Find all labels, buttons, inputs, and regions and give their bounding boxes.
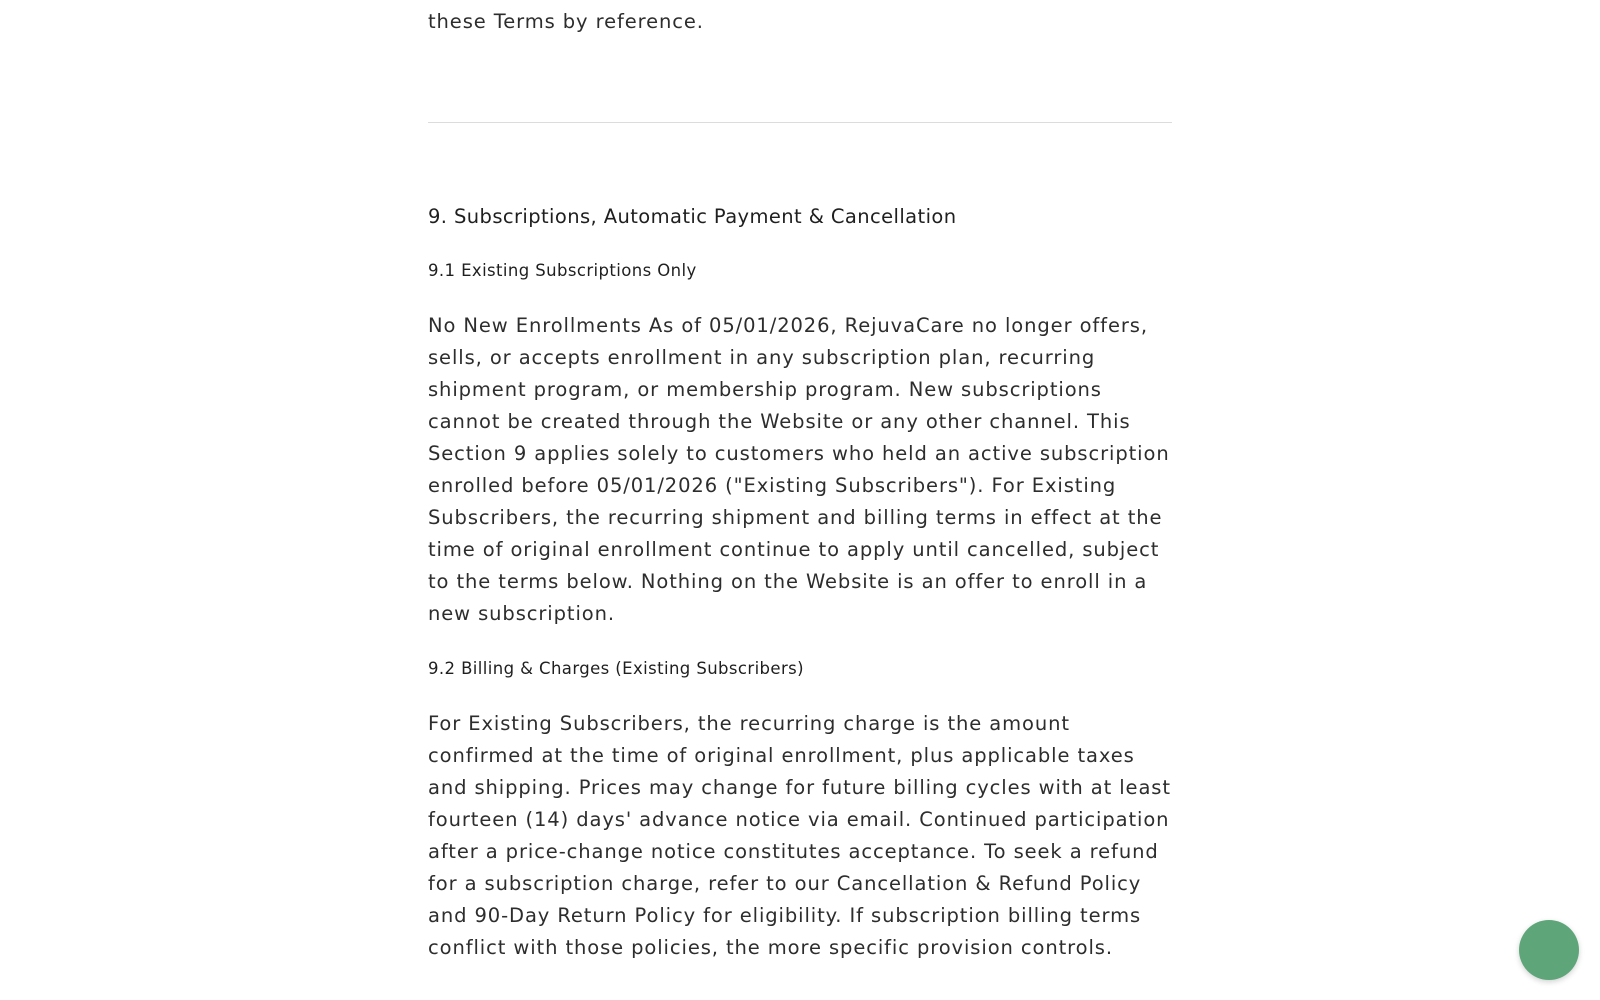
previous-section-tail: these Terms by reference. <box>428 10 704 33</box>
subsection-9-2-heading: 9.2 Billing & Charges (Existing Subscribers) <box>428 659 804 678</box>
subsection-9-1-heading: 9.1 Existing Subscriptions Only <box>428 261 697 280</box>
subsection-9-2-body: For Existing Subscribers, the recurring charge is the amount confirmed at the time of original enrollment, plus applicable taxes and shipping. Prices may change for future billing cycles with at least fourteen (14) days' advance notice via email. Continued participation after a price-change notice constitutes acceptance. To seek a refund for a subscription charge, refer to our Cancellation & Refund Policy and 90-Day Return Policy for eligibility. If subscription billing terms conflict with those policies, the more specific provision controls. <box>428 712 1171 959</box>
section-9-title: 9. Subscriptions, Automatic Payment & Cancellation <box>428 205 957 228</box>
chat-widget-button[interactable] <box>1519 920 1579 980</box>
subsection-9-1-body: No New Enrollments As of 05/01/2026, RejuvaCare no longer offers, sells, or accepts enrollment in any subscription plan, recurring shipment program, or membership program. New subscriptions cannot be created through the Website or any other channel. This Section 9 applies solely to customers who held an active subscription enrolled before 05/01/2026 ("Existing Subscribers"). For Existing Subscribers, the recurring shipment and billing terms in effect at the time of original enrollment continue to apply until cancelled, subject to the terms below. Nothing on the Website is an offer to enroll in a new subscription. <box>428 314 1170 625</box>
section-divider <box>428 122 1172 123</box>
